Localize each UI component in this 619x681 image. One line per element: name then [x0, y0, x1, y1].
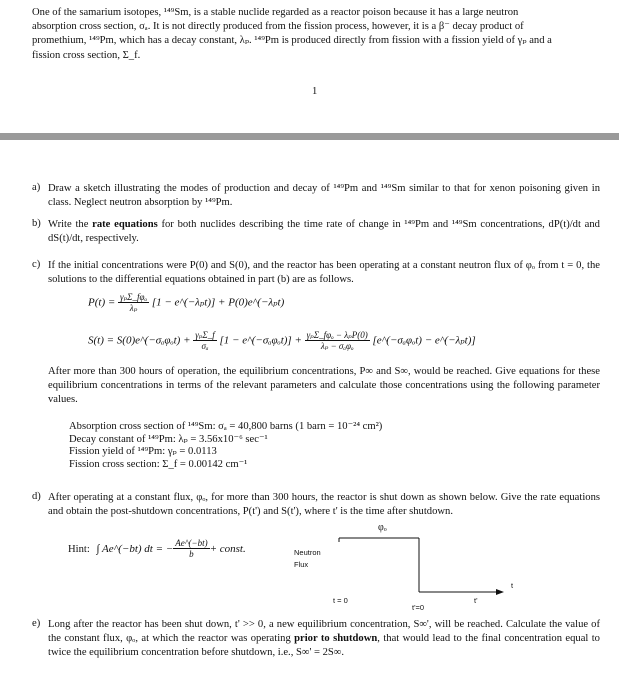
- question-c-text: If the initial concentrations were P(0) and S(0), and the reactor has been operating at a constant neutron flux of φₒ from t = 0, the solutions to the differential equations obtained in part (b) are as follows.: [48, 260, 600, 285]
- question-d-letter: d): [32, 491, 41, 502]
- page-number: 1: [312, 86, 318, 97]
- parameter-decay: Decay constant of ¹⁴⁹Pm: λₚ = 3.56x10⁻⁶ sec⁻¹: [69, 433, 268, 445]
- graph-t-axis-label: t: [511, 581, 514, 590]
- equation-s-denominator-1: σₐ: [201, 341, 209, 351]
- parameter-yield: Fission yield of ¹⁴⁹Pm: γₚ = 0.0113: [69, 446, 217, 457]
- question-e-post: , that would lead to the final concentration equal to twice the equilibrium concentration before shutdown, i.e., S∞' = 2S∞.: [48, 633, 600, 658]
- hint-rhs: + const.: [209, 542, 246, 555]
- question-d-text: After operating at a constant flux, φₒ, for more than 300 hours, the reactor is shut down as shown below. Give the rate equations and obtain the post-shutdown concentrations, P(t') and S(t'), where t' is the time after shutdown.: [48, 492, 600, 517]
- question-e-text: [48, 618, 600, 660]
- equation-p-denominator: λₚ: [129, 303, 138, 313]
- hint-numerator: Ae^(−bt): [175, 538, 208, 548]
- parameter-absorption: Absorption cross section of ¹⁴⁹Sm: σₐ = 40,800 barns (1 barn = 10⁻²⁴ cm²): [69, 421, 383, 432]
- equation-s-mid: [1 − e^(−σₐφₒt)] +: [219, 334, 302, 347]
- equation-p-rest: [1 − e^(−λₚt)] + P(0)e^(−λₚt): [151, 296, 285, 309]
- graph-y-label-2: Flux: [294, 560, 309, 569]
- graph-t0-label: t = 0: [333, 596, 348, 605]
- graph-y-label-1: Neutron: [294, 548, 321, 557]
- intro-line-2: absorption cross section, σₐ. It is not directly produced from the fission process, however, it is a β⁻ decay product of: [32, 21, 524, 33]
- graph-flux-level-label: φₒ: [378, 522, 387, 533]
- equation-p-lhs: P(t) =: [88, 296, 116, 309]
- question-c-letter: c): [32, 259, 41, 270]
- question-b-pre: Write the: [48, 219, 93, 230]
- hint-lhs: ∫ Ae^(−bt) dt = −: [96, 542, 174, 555]
- question-e-letter: e): [32, 618, 41, 629]
- equation-s-numerator-1: γₚΣ_f: [195, 330, 215, 340]
- equation-s-numerator-2: γₚΣ_fφₒ − λₚP(0): [306, 330, 368, 340]
- question-b-letter: b): [32, 218, 41, 229]
- intro-line-3: promethium, ¹⁴⁹Pm, which has a decay constant, λₚ. ¹⁴⁹Pm is produced directly from fission with a fission yield of γₚ and a: [32, 35, 552, 47]
- graph-tp-axis-label: t': [474, 596, 478, 605]
- question-c-after: After more than 300 hours of operation, the equilibrium concentrations, P∞ and S∞, would be reached. Give equations for these equilibrium concentrations in terms of the relevant parameters and calculate those concentrations using the following parameter values.: [48, 366, 600, 405]
- equation-s-lhs: S(t) = S(0)e^(−σₐφₒt) +: [88, 334, 191, 347]
- hint-label: Hint:: [68, 543, 90, 555]
- equation-s-denominator-2: λₚ − σₐφₒ: [320, 341, 354, 351]
- equation-s-rest: [e^(−σₐφₒt) − e^(−λₚt)]: [372, 334, 476, 347]
- question-e: [32, 618, 600, 660]
- time-axis-arrow: [496, 589, 504, 595]
- question-b-bold: rate equations: [92, 219, 158, 230]
- intro-line-4: fission cross section, Σ_f.: [32, 49, 141, 61]
- question-e-bold: prior to shutdown: [294, 633, 378, 644]
- question-e-pre: Long after the reactor has been shut down, t' >> 0, a new equilibrium concentration, S∞', will be reached. Calculate the value of the constant flux, φₒ, at which the reactor was operating: [48, 619, 600, 644]
- parameter-fission: Fission cross section: Σ_f = 0.00142 cm⁻¹: [69, 458, 248, 470]
- equation-p-numerator: γₚΣ_fφₒ: [120, 292, 148, 302]
- question-b-post: for both nuclides describing the time rate of change in ¹⁴⁹Pm and ¹⁴⁹Sm concentrations, dP(t)/dt and dS(t)/dt, respectively.: [48, 219, 600, 244]
- intro-line-1: One of the samarium isotopes, ¹⁴⁹Sm, is a stable nuclide regarded as a reactor poison because it has a large neutron: [32, 7, 519, 18]
- question-a-letter: a): [32, 182, 41, 193]
- graph-tp0-label: t'=0: [412, 603, 425, 612]
- question-a-text: Draw a sketch illustrating the modes of production and decay of ¹⁴⁹Pm and ¹⁴⁹Sm similar to that for xenon poisoning given in class. Neglect neutron absorption by ¹⁴⁹Pm.: [48, 183, 600, 208]
- hint-denominator: b: [189, 549, 194, 559]
